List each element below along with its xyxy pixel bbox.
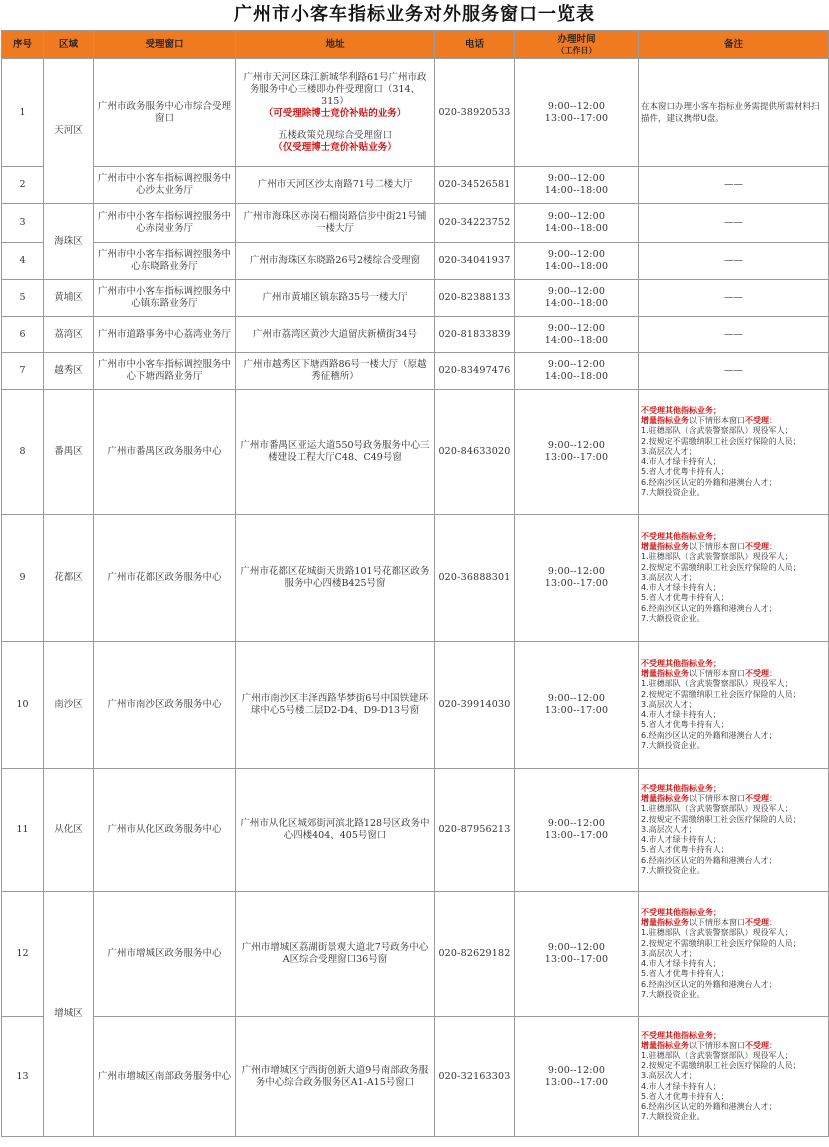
remark-item: 6.经南沙区认定的外籍和港澳台人才； bbox=[641, 855, 777, 865]
remark-scope-end: ： bbox=[769, 542, 777, 552]
remark-head: 不受理其他指标业务； bbox=[641, 908, 721, 918]
cell-no: 4 bbox=[2, 243, 44, 280]
header-hours-line2: （工作日） bbox=[556, 45, 597, 55]
remark-scope-red1: 增量指标业务 bbox=[641, 1040, 689, 1050]
hours-morning: 9:00--12:00 bbox=[547, 359, 606, 370]
remark-scope-red1: 增量指标业务 bbox=[641, 669, 689, 679]
cell-district: 黄埔区 bbox=[44, 280, 94, 317]
header-hours-line1: 办理时间 bbox=[557, 33, 596, 45]
remark-scope-red2: 不受理 bbox=[745, 669, 769, 679]
cell-phone: 020-39914030 bbox=[435, 642, 515, 769]
remark-scope-red1: 增量指标业务 bbox=[641, 794, 689, 804]
cell-remark: —— bbox=[639, 243, 829, 280]
table-row bbox=[2, 892, 829, 1017]
service-window-table bbox=[1, 30, 829, 1137]
table-row bbox=[2, 642, 829, 769]
remark-item: 2.按规定不需缴纳职工社会医疗保险的人员； bbox=[641, 938, 801, 948]
remark-scope bbox=[641, 1041, 826, 1051]
remark-item: 3.高层次人才； bbox=[641, 948, 697, 958]
hours-morning: 9:00--12:00 bbox=[547, 942, 606, 953]
cell-no: 2 bbox=[2, 167, 44, 204]
remark-item: 2.按规定不需缴纳职工社会医疗保险的人员； bbox=[641, 436, 801, 446]
cell-no: 12 bbox=[2, 892, 44, 1017]
remark-item: 1.驻穗部队（含武装警察部队）现役军人； bbox=[641, 552, 793, 562]
cell-no: 10 bbox=[2, 642, 44, 769]
remark-scope-mid: 以下情形本窗口 bbox=[689, 542, 745, 552]
remark-scope-mid: 以下情形本窗口 bbox=[689, 416, 745, 426]
hours-morning: 9:00--12:00 bbox=[547, 818, 606, 829]
remark-item: 6.经南沙区认定的外籍和港澳台人才； bbox=[641, 979, 777, 989]
cell-address: 广州市增城区荔湖街景观大道北7号政务中心A区综合受理窗口36号窗 bbox=[236, 892, 435, 1017]
remark-item: 3.高层次人才； bbox=[641, 572, 697, 582]
remark-item: 6.经南沙区认定的外籍和港澳台人才； bbox=[641, 1102, 777, 1111]
remark-scope-red2: 不受理 bbox=[745, 1040, 769, 1050]
remark-item: 5.省人才优粤卡持有人； bbox=[641, 969, 729, 979]
remark-head: 不受理其他指标业务； bbox=[641, 659, 721, 669]
remark-scope-end: ： bbox=[769, 918, 777, 928]
hours-morning: 9:00--12:00 bbox=[547, 693, 606, 704]
address-sub: 五楼政策兑现综合受理窗口 bbox=[277, 129, 392, 141]
hours-morning: 9:00--12:00 bbox=[547, 211, 606, 222]
cell-remark: —— bbox=[639, 167, 829, 204]
cell-district: 南沙区 bbox=[44, 642, 94, 769]
header-address: 地址 bbox=[236, 31, 435, 59]
remark-item: 1.驻穗部队（含武装警察部队）现役军人； bbox=[641, 426, 793, 436]
cell-phone: 020-38920533 bbox=[435, 59, 515, 167]
remark-scope-red2: 不受理 bbox=[745, 416, 769, 426]
remark-item: 4.市人才绿卡持有人； bbox=[641, 457, 721, 467]
table-row bbox=[2, 280, 829, 317]
table-row bbox=[2, 204, 829, 243]
cell-no: 11 bbox=[2, 769, 44, 892]
remark-item: 3.高层次人才； bbox=[641, 446, 697, 456]
remark-item: 1.驻穗部队（含武装警察部队）现役军人； bbox=[641, 1050, 793, 1060]
cell-window: 广州市花都区政务服务中心 bbox=[94, 515, 236, 642]
cell-district: 花都区 bbox=[44, 515, 94, 642]
cell-remark: —— bbox=[639, 317, 829, 353]
cell-phone: 020-34526581 bbox=[435, 167, 515, 204]
cell-hours bbox=[515, 204, 639, 243]
remark-scope-mid: 以下情形本窗口 bbox=[689, 669, 745, 679]
cell-window: 广州市道路事务中心荔湾业务厅 bbox=[94, 317, 236, 353]
remark-scope-end: ： bbox=[769, 794, 777, 804]
table-row bbox=[2, 353, 829, 390]
cell-hours bbox=[515, 390, 639, 515]
address-main: 广州市天河区珠江新城华利路61号广州市政务服务中心三楼即办件受理窗口（314、315） bbox=[243, 71, 427, 107]
header-no: 序号 bbox=[2, 31, 44, 59]
cell-district: 海珠区 bbox=[44, 204, 94, 280]
hours-morning: 9:00--12:00 bbox=[547, 173, 606, 184]
remark-head: 不受理其他指标业务； bbox=[641, 1030, 721, 1040]
remark-scope-mid: 以下情形本窗口 bbox=[689, 794, 745, 804]
remark-scope-red2: 不受理 bbox=[745, 542, 769, 552]
cell-phone: 020-34223752 bbox=[435, 204, 515, 243]
cell-remark bbox=[639, 892, 829, 1017]
cell-no: 7 bbox=[2, 353, 44, 390]
hours-morning: 9:00--12:00 bbox=[547, 100, 606, 112]
cell-no: 5 bbox=[2, 280, 44, 317]
remark-item: 2.按规定不需缴纳职工社会医疗保险的人员； bbox=[641, 689, 801, 699]
remark-scope-red2: 不受理 bbox=[745, 794, 769, 804]
hours-afternoon: 14:00--18:00 bbox=[544, 185, 609, 196]
cell-remark bbox=[639, 642, 829, 769]
cell-window: 广州市南沙区政务服务中心 bbox=[94, 642, 236, 769]
cell-address: 广州市海珠区东晓路26号2楼综合受理窗 bbox=[236, 243, 435, 280]
cell-district: 增城区 bbox=[44, 892, 94, 1137]
remark-item: 1.驻穗部队（含武装警察部队）现役军人； bbox=[641, 679, 793, 689]
cell-district: 番禺区 bbox=[44, 390, 94, 515]
remark-head: 不受理其他指标业务； bbox=[641, 406, 721, 416]
cell-phone: 020-32163303 bbox=[435, 1017, 515, 1137]
remark-item: 6.经南沙区认定的外籍和港澳台人才； bbox=[641, 730, 777, 740]
cell-hours bbox=[515, 515, 639, 642]
remark-item: 3.高层次人才； bbox=[641, 824, 697, 834]
remark-item: 4.市人才绿卡持有人； bbox=[641, 1081, 721, 1091]
cell-window: 广州市中小客车指标调控服务中心赤岗业务厅 bbox=[94, 204, 236, 243]
remark-item: 4.市人才绿卡持有人； bbox=[641, 583, 721, 593]
cell-address: 广州市花都区花城街天贵路101号花都区政务服务中心四楼B425号窗 bbox=[236, 515, 435, 642]
cell-hours bbox=[515, 642, 639, 769]
cell-remark bbox=[639, 1017, 829, 1137]
remark-scope-end: ： bbox=[769, 1040, 777, 1050]
hours-morning: 9:00--12:00 bbox=[547, 1064, 606, 1076]
remark-item: 7.大额投资企业。 bbox=[641, 487, 705, 497]
cell-window: 广州市中小客车指标调控服务中心东晓路业务厅 bbox=[94, 243, 236, 280]
remark-scope-red1: 增量指标业务 bbox=[641, 416, 689, 426]
cell-hours bbox=[515, 1017, 639, 1137]
hours-afternoon: 13:00--17:00 bbox=[544, 578, 609, 589]
remark-scope-red1: 增量指标业务 bbox=[641, 542, 689, 552]
remark-scope-end: ： bbox=[769, 416, 777, 426]
remark-head: 不受理其他指标业务； bbox=[641, 532, 721, 542]
hours-afternoon: 13:00--17:00 bbox=[544, 705, 609, 716]
remark-head: 不受理其他指标业务； bbox=[641, 784, 721, 794]
remark-item: 7.大额投资企业。 bbox=[641, 989, 705, 999]
header-window: 受理窗口 bbox=[94, 31, 236, 59]
cell-hours bbox=[515, 769, 639, 892]
cell-address: 广州市荔湾区黄沙大道留庆新横街34号 bbox=[236, 317, 435, 353]
cell-hours bbox=[515, 353, 639, 390]
hours-morning: 9:00--12:00 bbox=[547, 322, 606, 334]
cell-address: 广州市黄埔区镇东路35号一楼大厅 bbox=[236, 280, 435, 317]
remark-scope-mid: 以下情形本窗口 bbox=[689, 918, 745, 928]
remark-item: 6.经南沙区认定的外籍和港澳台人才； bbox=[641, 477, 777, 487]
cell-phone: 020-83497476 bbox=[435, 353, 515, 390]
cell-district: 天河区 bbox=[44, 59, 94, 204]
table-row bbox=[2, 1017, 829, 1137]
remark-item: 1.驻穗部队（含武装警察部队）现役军人； bbox=[641, 928, 793, 938]
remark-scope bbox=[641, 542, 826, 552]
table-row bbox=[2, 769, 829, 892]
hours-afternoon: 14:00--18:00 bbox=[544, 261, 609, 272]
cell-phone: 020-36888301 bbox=[435, 515, 515, 642]
remark-item: 6.经南沙区认定的外籍和港澳台人才； bbox=[641, 603, 777, 613]
header-row bbox=[2, 31, 829, 59]
remark-scope bbox=[641, 416, 826, 426]
table-row bbox=[2, 515, 829, 642]
hours-afternoon: 13:00--17:00 bbox=[544, 954, 609, 965]
cell-hours bbox=[515, 317, 639, 353]
hours-morning: 9:00--12:00 bbox=[547, 566, 606, 577]
hours-afternoon: 13:00--17:00 bbox=[544, 112, 609, 124]
remark-item: 7.大额投资企业。 bbox=[641, 865, 705, 875]
address-gap bbox=[239, 120, 431, 130]
cell-phone: 020-82629182 bbox=[435, 892, 515, 1017]
cell-remark: 在本窗口办理小客车指标业务需提供所需材料扫描件，建议携带U盘。 bbox=[639, 59, 829, 167]
header-remark: 备注 bbox=[639, 31, 829, 59]
remark-item: 3.高层次人才； bbox=[641, 699, 697, 709]
table-row bbox=[2, 59, 829, 167]
cell-window: 广州市中小客车指标调控服务中心镇东路业务厅 bbox=[94, 280, 236, 317]
remark-item: 1.驻穗部队（含武装警察部队）现役军人； bbox=[641, 804, 793, 814]
hours-morning: 9:00--12:00 bbox=[547, 440, 606, 451]
cell-hours bbox=[515, 243, 639, 280]
remark-item: 5.省人才优粤卡持有人； bbox=[641, 593, 729, 603]
cell-district: 从化区 bbox=[44, 769, 94, 892]
cell-district: 荔湾区 bbox=[44, 317, 94, 353]
remark-scope bbox=[641, 918, 826, 928]
cell-hours bbox=[515, 59, 639, 167]
cell-window: 广州市番禺区政务服务中心 bbox=[94, 390, 236, 515]
hours-afternoon: 14:00--18:00 bbox=[544, 371, 609, 382]
hours-morning: 9:00--12:00 bbox=[547, 249, 606, 260]
page-title: 广州市小客车指标业务对外服务窗口一览表 bbox=[234, 4, 595, 25]
cell-no: 3 bbox=[2, 204, 44, 243]
header-district: 区域 bbox=[44, 31, 94, 59]
cell-phone: 020-34041937 bbox=[435, 243, 515, 280]
cell-hours bbox=[515, 167, 639, 204]
cell-remark bbox=[639, 390, 829, 515]
cell-remark bbox=[639, 769, 829, 892]
remark-item: 3.高层次人才； bbox=[641, 1071, 697, 1081]
cell-window: 广州市增城区政务服务中心 bbox=[94, 892, 236, 1017]
cell-no: 8 bbox=[2, 390, 44, 515]
cell-remark bbox=[639, 515, 829, 642]
remark-scope-mid: 以下情形本窗口 bbox=[689, 1040, 745, 1050]
cell-phone: 020-81833839 bbox=[435, 317, 515, 353]
cell-address: 广州市天河区沙太南路71号二楼大厅 bbox=[236, 167, 435, 204]
cell-district: 越秀区 bbox=[44, 353, 94, 390]
cell-address: 广州市增城区宁西街创新大道9号南部政务服务中心综合政务服务区A1-A15号窗口 bbox=[236, 1017, 435, 1137]
cell-address bbox=[236, 59, 435, 167]
cell-hours bbox=[515, 892, 639, 1017]
remark-item: 5.省人才优粤卡持有人； bbox=[641, 1091, 729, 1101]
cell-address: 广州市海珠区赤岗石榴岗路信步中街21号铺一楼大厅 bbox=[236, 204, 435, 243]
cell-address: 广州市番禺区亚运大道550号政务服务中心三楼建设工程大厅C48、C49号窗 bbox=[236, 390, 435, 515]
cell-window: 广州市增城区南部政务服务中心 bbox=[94, 1017, 236, 1137]
cell-no: 6 bbox=[2, 317, 44, 353]
hours-afternoon: 13:00--17:00 bbox=[544, 830, 609, 841]
cell-remark: —— bbox=[639, 353, 829, 390]
hours-afternoon: 14:00--18:00 bbox=[544, 298, 609, 309]
table-row bbox=[2, 390, 829, 515]
cell-window: 广州市中小客车指标调控服务中心沙太业务厅 bbox=[94, 167, 236, 204]
cell-window: 广州市政务服务中心市综合受理窗口 bbox=[94, 59, 236, 167]
table-row bbox=[2, 317, 829, 353]
hours-afternoon: 13:00--17:00 bbox=[544, 1076, 609, 1088]
remark-scope bbox=[641, 794, 826, 804]
hours-morning: 9:00--12:00 bbox=[547, 286, 606, 297]
hours-afternoon: 13:00--17:00 bbox=[544, 452, 609, 463]
remark-item: 7.大额投资企业。 bbox=[641, 740, 705, 750]
cell-address: 广州市越秀区下塘西路86号一楼大厅（原越秀征稽所） bbox=[236, 353, 435, 390]
cell-window: 广州市中小客车指标调控服务中心下塘西路业务厅 bbox=[94, 353, 236, 390]
remark-item: 4.市人才绿卡持有人； bbox=[641, 959, 721, 969]
cell-hours bbox=[515, 280, 639, 317]
remark-item: 2.按规定不需缴纳职工社会医疗保险的人员； bbox=[641, 1061, 801, 1071]
address-note-2: （仅受理博士竞价补贴业务） bbox=[273, 141, 397, 153]
remark-item: 7.大额投资企业。 bbox=[641, 613, 705, 623]
cell-phone: 020-82388133 bbox=[435, 280, 515, 317]
header-hours bbox=[515, 31, 639, 59]
cell-no: 1 bbox=[2, 59, 44, 167]
remark-scope-red2: 不受理 bbox=[745, 918, 769, 928]
table-row bbox=[2, 167, 829, 204]
remark-item: 5.省人才优粤卡持有人； bbox=[641, 845, 729, 855]
remark-scope bbox=[641, 669, 826, 679]
address-note-1: （可受理除博士竞价补贴的业务） bbox=[263, 107, 407, 119]
cell-remark: —— bbox=[639, 280, 829, 317]
remark-scope-end: ： bbox=[769, 669, 777, 679]
cell-remark: —— bbox=[639, 204, 829, 243]
cell-no: 9 bbox=[2, 515, 44, 642]
remark-scope-red1: 增量指标业务 bbox=[641, 918, 689, 928]
hours-afternoon: 14:00--18:00 bbox=[544, 334, 609, 346]
remark-item: 2.按规定不需缴纳职工社会医疗保险的人员； bbox=[641, 814, 801, 824]
cell-address: 广州市南沙区丰泽西路华梦街6号中国铁建环球中心5号楼二层D2-D4、D9-D13号窗 bbox=[236, 642, 435, 769]
remark-item: 2.按规定不需缴纳职工社会医疗保险的人员； bbox=[641, 562, 801, 572]
hours-afternoon: 14:00--18:00 bbox=[544, 223, 609, 234]
remark-item: 5.省人才优粤卡持有人； bbox=[641, 467, 729, 477]
remark-item: 7.大额投资企业。 bbox=[641, 1112, 705, 1122]
cell-window: 广州市从化区政务服务中心 bbox=[94, 769, 236, 892]
remark-item: 4.市人才绿卡持有人； bbox=[641, 835, 721, 845]
table-row bbox=[2, 243, 829, 280]
cell-phone: 020-84633020 bbox=[435, 390, 515, 515]
remark-item: 5.省人才优粤卡持有人； bbox=[641, 720, 729, 730]
cell-address: 广州市从化区城郊街河滨北路128号区政务中心四楼404、405号窗口 bbox=[236, 769, 435, 892]
cell-phone: 020-87956213 bbox=[435, 769, 515, 892]
remark-item: 4.市人才绿卡持有人； bbox=[641, 710, 721, 720]
cell-no: 13 bbox=[2, 1017, 44, 1137]
header-phone: 电话 bbox=[435, 31, 515, 59]
